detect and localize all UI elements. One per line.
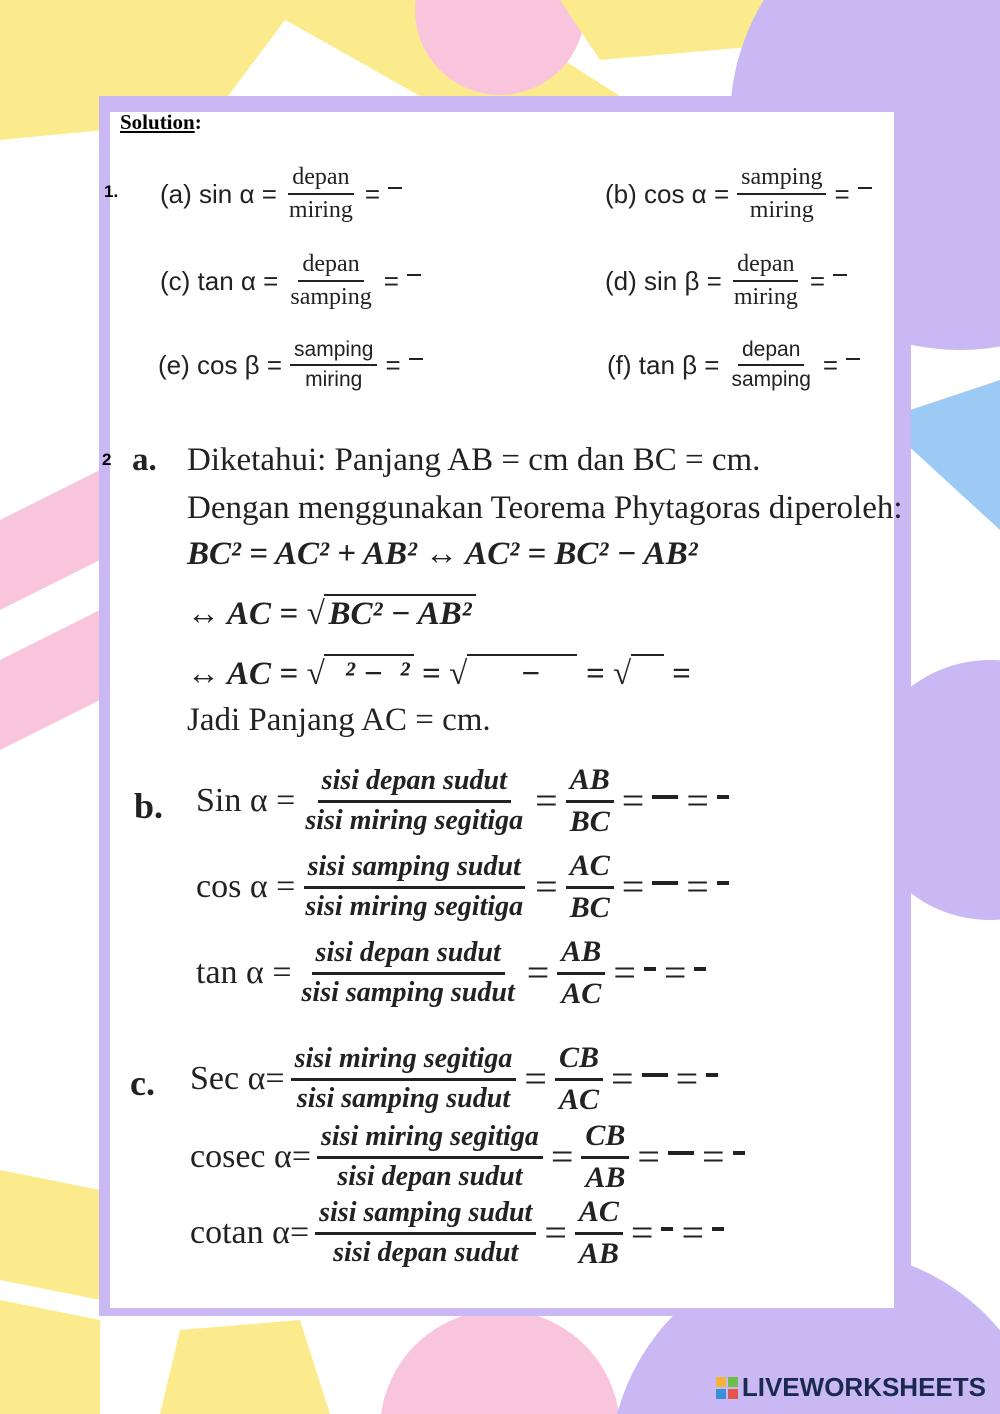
- q2-a-line-root: ↔ AC = √ BC² − AB²: [187, 594, 476, 633]
- solution-heading: Solution:: [120, 110, 202, 134]
- q2-b-sin-blank-1[interactable]: [652, 795, 678, 799]
- question-1-number: 1.: [104, 182, 119, 201]
- q1-d: (d) sin β = $\frac{\text{depan}}{\text{miring}}$ =: [605, 252, 847, 310]
- q2-b-cos-blank-2[interactable]: [717, 881, 729, 885]
- q1-e: (e) cos β = $\frac{\text{samping}}{\text{miring}}$ =: [158, 339, 423, 391]
- q1-f: (f) tan β = $\frac{\text{depan}}{\text{samping}}$ =: [607, 339, 860, 391]
- q2-c-cotan-row: cotan α= $\frac{\text{sisi samping sudut}}{\text{sisi depan sudut}}$ = $\frac{AC}{AB}$ = =: [190, 1196, 730, 1269]
- q1-a-fraction: $\frac{\text{depan}}{\text{miring}}$: [288, 164, 353, 224]
- q1-e-fraction: $\frac{\text{samping}}{\text{miring}}$: [290, 339, 377, 391]
- q2-a-line-given: Diketahui: Panjang AB = cm dan BC = cm.: [187, 442, 761, 478]
- q2-a-calc-blank-2[interactable]: −: [467, 654, 578, 693]
- q1-b-label: (b) cos α =: [605, 178, 730, 209]
- q2-b-tan-row: tan α = $\frac{\text{sisi depan sudut}}{\text{sisi samping sudut}}$ = $\frac{AB}{AC}$ = =: [196, 936, 712, 1009]
- liveworksheets-logo-icon: [716, 1377, 738, 1399]
- q2-a-line-pythagoras: BC² = AC² + AB² ↔ AC² = BC² − AB²: [187, 536, 698, 572]
- q1-f-answer-blank[interactable]: [846, 358, 860, 360]
- q1-f-fraction: $\frac{\text{depan}}{\text{samping}}$: [731, 338, 811, 392]
- q1-c-fraction: $\frac{\text{depan}}{\text{samping}}$: [290, 251, 372, 311]
- q1-a-answer-blank[interactable]: [388, 187, 402, 189]
- q1-d-answer-blank[interactable]: [833, 274, 847, 276]
- q2-a-letter: a.: [132, 442, 157, 478]
- q2-c-cotan-blank-1[interactable]: [661, 1227, 673, 1231]
- q2-b-sin-blank-2[interactable]: [717, 795, 729, 799]
- q1-b: (b) cos α = $\frac{\text{samping}}{\text{miring}}$ =: [605, 165, 872, 223]
- q2-c-letter: c.: [130, 1063, 155, 1103]
- q2-a-line-method: Dengan menggunakan Teorema Phytagoras diperoleh:: [187, 490, 903, 526]
- q1-b-fraction: $\frac{\text{samping}}{\text{miring}}$: [737, 165, 826, 223]
- q2-b-tan-blank-1[interactable]: [644, 967, 656, 971]
- q2-c-sec-row: Sec α= $\frac{\text{sisi miring segitiga}}{\text{sisi samping sudut}}$ = $\frac{CB}{AC}$ = =: [190, 1042, 724, 1115]
- q1-d-label: (d) sin β =: [605, 265, 722, 296]
- q2-c-cosec-blank-2[interactable]: [733, 1151, 745, 1155]
- q1-c-answer-blank[interactable]: [407, 274, 421, 276]
- liveworksheets-logo[interactable]: [716, 1372, 986, 1403]
- q2-a-calc-blank-1[interactable]: ² − ²: [324, 654, 413, 693]
- q2-b-tan-blank-2[interactable]: [694, 967, 706, 971]
- q2-a-calc-blank-3[interactable]: [631, 654, 664, 693]
- q1-e-answer-blank[interactable]: [409, 358, 423, 360]
- q1-a-label: (a) sin α =: [160, 178, 277, 209]
- q2-b-cos-row: cos α = $\frac{\text{sisi samping sudut}}{\text{sisi miring segitiga}}$ = $\frac{AC}{BC}$ = =: [196, 850, 735, 923]
- q1-c: (c) tan α = $\frac{\text{depan}}{\text{samping}}$ =: [160, 252, 421, 310]
- q2-c-cosec-blank-1[interactable]: [668, 1151, 694, 1155]
- q2-b-cos-blank-1[interactable]: [652, 881, 678, 885]
- question-2-number: 2: [102, 450, 112, 469]
- q2-c-cotan-blank-2[interactable]: [712, 1227, 724, 1231]
- q1-a: (a) sin α = $\frac{\text{depan}}{\text{miring}}$ =: [160, 165, 402, 223]
- q2-a-line-result: Jadi Panjang AC = cm.: [187, 702, 491, 738]
- q1-b-answer-blank[interactable]: [858, 187, 872, 189]
- q2-b-letter: b.: [134, 786, 164, 826]
- q1-f-label: (f) tan β =: [607, 349, 720, 380]
- q2-c-sec-blank-2[interactable]: [706, 1073, 718, 1077]
- q1-c-label: (c) tan α =: [160, 265, 279, 296]
- q1-e-label: (e) cos β =: [158, 349, 283, 380]
- q2-b-sin-row: Sin α = $\frac{\text{sisi depan sudut}}{\text{sisi miring segitiga}}$ = $\frac{AB}{BC}$ = =: [196, 764, 735, 837]
- brand-name: LIVEWORKSHEETS: [741, 1372, 986, 1402]
- q2-c-cosec-row: cosec α= $\frac{\text{sisi miring segitiga}}{\text{sisi depan sudut}}$ = $\frac{CB}{AB}$ = =: [190, 1120, 751, 1193]
- q1-d-fraction: $\frac{\text{depan}}{\text{miring}}$: [733, 251, 798, 311]
- q2-c-sec-blank-1[interactable]: [642, 1073, 668, 1077]
- q2-a-line-calc: ↔ AC = √ ² − ² = √ − = √ =: [187, 656, 691, 692]
